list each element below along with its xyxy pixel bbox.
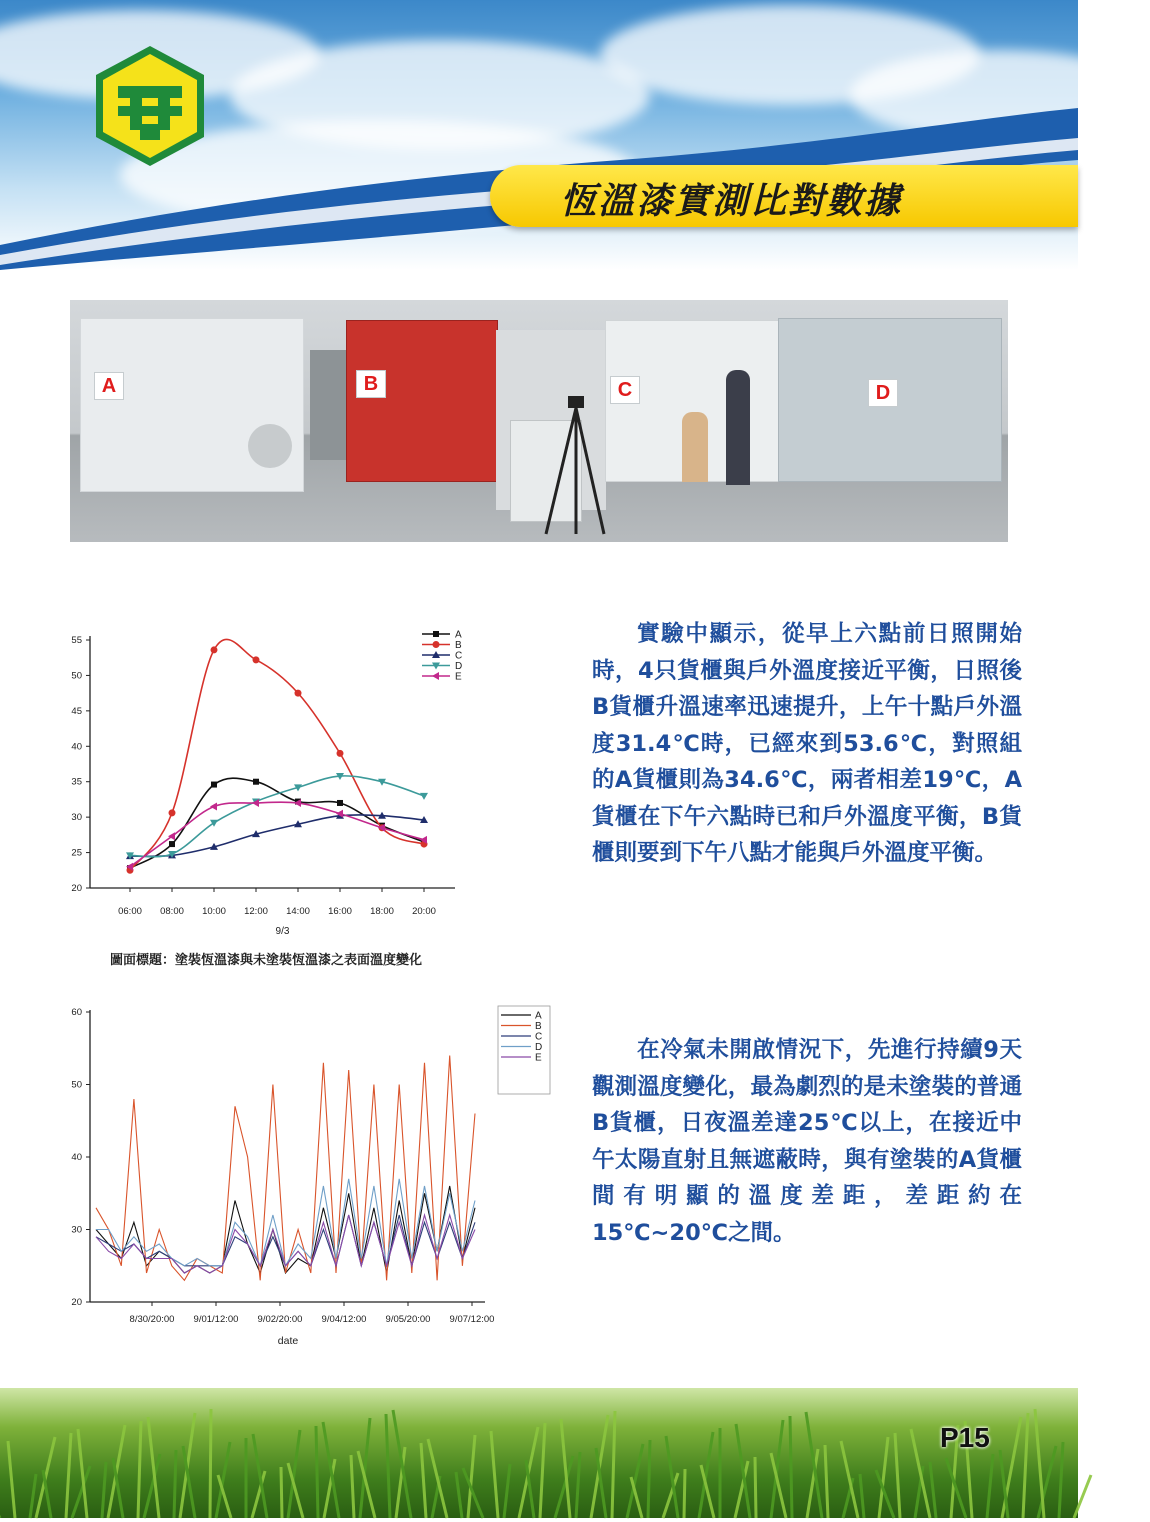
- legend-label-C: C: [455, 650, 463, 662]
- x-tick-label: 10:00: [202, 906, 226, 917]
- label-a: A: [94, 372, 124, 400]
- paragraph-2: 在冷氣未開啟情況下，先進行持續9天觀測溫度變化，最為劇烈的是未塗裝的普通B貨櫃，日夜溫差達25℃以上，在接近中午太陽直射且無遮蔽時，與有塗裝的A貨櫃間有明顯的溫度差距，差距約在15℃~20℃之間。: [592, 1037, 1022, 1246]
- y-tick-label: 45: [71, 705, 82, 717]
- data-point: [253, 656, 260, 663]
- x-tick-label: 9/05/20:00: [385, 1314, 431, 1325]
- data-point: [337, 800, 343, 806]
- data-point: [433, 631, 439, 637]
- y-tick-label: 30: [71, 812, 82, 824]
- x-axis-label: date: [277, 1335, 299, 1347]
- x-tick-label: 9/02/20:00: [257, 1314, 303, 1325]
- label-d: D: [868, 379, 898, 407]
- grass-blade: [78, 1429, 87, 1518]
- x-tick-label: 9/07/12:00: [449, 1314, 495, 1325]
- x-tick-label: 9/01/12:00: [193, 1314, 239, 1325]
- ac-unit-a: [248, 424, 292, 468]
- x-axis-label: 9/3: [275, 926, 290, 937]
- legend-label-E: E: [455, 671, 462, 683]
- grass-blade: [421, 1443, 426, 1518]
- nine-day-temperature-chart: [55, 1000, 543, 1350]
- grass-blade: [386, 1414, 390, 1518]
- grass-blade: [468, 1435, 475, 1518]
- hourly-temperature-chart: [60, 622, 480, 942]
- x-tick-label: 12:00: [244, 906, 268, 917]
- grass-blade: [841, 1441, 858, 1518]
- grass-blade: [456, 1472, 462, 1518]
- grass-blade: [860, 1474, 864, 1518]
- data-point: [295, 690, 302, 697]
- y-tick-label: 60: [71, 1007, 82, 1018]
- y-tick-label: 40: [71, 741, 82, 753]
- legend-label-B: B: [455, 640, 462, 651]
- y-tick-label: 55: [71, 635, 82, 646]
- grass-blade: [491, 1431, 498, 1518]
- data-point: [169, 809, 176, 816]
- grass-blade: [576, 1452, 580, 1518]
- grass-blade: [30, 1474, 36, 1518]
- grass-blade: [540, 1423, 545, 1518]
- grass-blade: [1035, 1409, 1044, 1518]
- grass-blade: [351, 1455, 354, 1518]
- grass-blade: [825, 1445, 828, 1518]
- grass-blade: [281, 1467, 282, 1518]
- y-tick-label: 20: [71, 883, 82, 894]
- grass-blade: [316, 1426, 318, 1518]
- page-title: 恆溫漆實測比對數據: [560, 181, 903, 222]
- x-tick-label: 8/30/20:00: [129, 1314, 175, 1325]
- grass-blade: [138, 1421, 141, 1518]
- grass-blade: [911, 1429, 930, 1518]
- grass-blade: [755, 1457, 756, 1518]
- legend-label-D: D: [455, 661, 463, 672]
- company-logo-icon: [88, 44, 212, 168]
- x-tick-label: 18:00: [370, 906, 394, 917]
- legend-label-E: E: [535, 1052, 542, 1064]
- tripod-icon: [540, 396, 610, 536]
- grass-blade: [8, 1441, 15, 1518]
- label-b: B: [356, 370, 386, 398]
- y-tick-label: 50: [71, 670, 82, 682]
- paragraph-1: 實驗中顯示，從早上六點前日照開始時，4只貨櫃與戶外溫度接近平衡，日照後B貨櫃升溫速率迅速提升，上午十點戶外溫度31.4℃時，已經來到53.6℃，對照組的A貨櫃則為34.6℃，兩者相差19℃，A貨櫃在下午六點時已和戶外溫度平衡，B貨櫃則要到下午八點才能與戶外溫度平衡。: [592, 621, 1022, 866]
- page-number: P15: [940, 1422, 990, 1453]
- data-point: [211, 646, 218, 653]
- x-tick-label: 08:00: [160, 906, 184, 917]
- y-tick-label: 35: [71, 776, 82, 788]
- label-c: C: [610, 376, 640, 404]
- series-line-B: [96, 1056, 475, 1281]
- container-photo: [70, 300, 1008, 542]
- grass-blade: [66, 1433, 71, 1518]
- grass-blade: [987, 1454, 993, 1518]
- title-banner: [490, 165, 1078, 227]
- series-B: [127, 639, 428, 873]
- grass-blade: [627, 1444, 643, 1518]
- series-line-A: [96, 1186, 475, 1273]
- y-tick-label: 40: [71, 1152, 82, 1163]
- y-tick-label: 50: [71, 1079, 82, 1091]
- x-tick-label: 20:00: [412, 906, 436, 917]
- legend-label-A: A: [455, 629, 462, 641]
- data-point: [210, 803, 217, 811]
- grass-blade: [930, 1462, 936, 1518]
- legend-label-C: C: [535, 1031, 543, 1043]
- grass-blade: [174, 1450, 176, 1518]
- y-tick-label: 30: [71, 1224, 82, 1236]
- data-point: [211, 782, 217, 788]
- grass-blade: [1023, 1413, 1028, 1518]
- grass-blade: [612, 1411, 615, 1518]
- grass-blade: [648, 1440, 650, 1518]
- x-tick-label: 16:00: [328, 906, 352, 917]
- grass-blade: [1074, 1475, 1091, 1518]
- legend-label-D: D: [535, 1042, 543, 1053]
- y-tick-label: 20: [71, 1297, 82, 1308]
- x-tick-label: 9/04/12:00: [321, 1314, 367, 1325]
- grass-blade: [393, 1410, 411, 1518]
- grass-blade: [790, 1416, 792, 1518]
- legend-label-A: A: [535, 1010, 542, 1022]
- x-tick-label: 14:00: [286, 906, 310, 917]
- x-tick-label: 06:00: [118, 906, 142, 917]
- data-point: [210, 820, 218, 827]
- data-point: [337, 750, 344, 757]
- data-point: [169, 841, 175, 847]
- grass-blade: [504, 1464, 510, 1518]
- data-point: [433, 641, 440, 648]
- grass-footer: [0, 1388, 1078, 1518]
- legend-label-B: B: [535, 1021, 542, 1032]
- grass-blade: [895, 1433, 900, 1518]
- data-point: [432, 672, 439, 680]
- y-tick-label: 25: [71, 847, 82, 859]
- container-b: [346, 320, 498, 482]
- grass-blade: [102, 1462, 106, 1518]
- grass-blade: [684, 1469, 685, 1518]
- chart-caption: 圖面標題：塗裝恆溫漆與未塗裝恆溫漆之表面溫度變化: [110, 953, 423, 968]
- data-point: [420, 793, 428, 800]
- grass-blade: [1059, 1442, 1063, 1518]
- grass-blade: [428, 1439, 447, 1518]
- data-point: [253, 779, 259, 785]
- grass-blade: [210, 1409, 211, 1518]
